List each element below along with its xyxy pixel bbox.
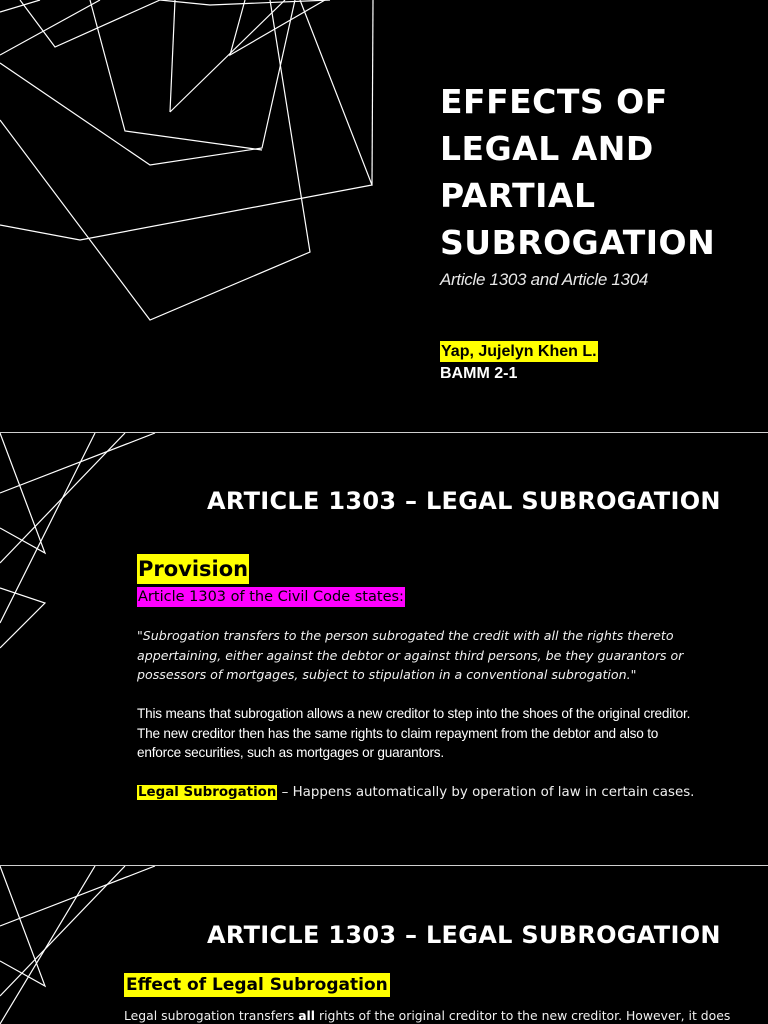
presentation-subtitle: Article 1303 and Article 1304 [440, 270, 649, 289]
quote-line: possessors of mortgages, subject to stipulation in a conventional subrogation." [137, 667, 637, 682]
provision-explanation [137, 704, 747, 763]
slide-heading: ARTICLE 1303 – LEGAL SUBROGATION [207, 921, 721, 949]
effect-body-text: rights of the original creditor to the new creditor. However, it does [315, 1008, 731, 1023]
author-class: BAMM 2-1 [440, 365, 518, 382]
legal-subrogation-definition [137, 782, 694, 804]
effect-body-emphasis: all [298, 1008, 316, 1023]
quote-line: appertaining, either against the debtor or against third persons, be they guarantors or [137, 647, 684, 663]
provision-slide [0, 433, 768, 865]
title-line: SUBROGATION [440, 223, 716, 262]
provision-label: Provision [137, 554, 249, 584]
quote-line: "Subrogation transfers to the person subrogated the credit with all the rights thereto [137, 628, 674, 643]
legal-subrogation-text: – Happens automatically by operation of law in certain cases. [277, 785, 695, 800]
explanation-line: This means that subrogation allows a new creditor to step into the shoes of the original creditor. [137, 706, 691, 721]
explanation-line: enforce securities, such as mortgages or guarantors. [137, 745, 444, 760]
title-line: EFFECTS OF [440, 82, 668, 121]
slide-heading: ARTICLE 1303 – LEGAL SUBROGATION [207, 487, 721, 515]
explanation-line: The new creditor then has the same rights to claim repayment from the debtor and also to [137, 725, 659, 741]
title-slide [0, 0, 768, 432]
legal-subrogation-term: Legal Subrogation [138, 785, 277, 800]
effect-body [124, 1007, 730, 1024]
provision-quote [137, 626, 747, 685]
title-line: PARTIAL [440, 176, 596, 215]
effect-body-text: Legal subrogation transfers [124, 1008, 299, 1023]
author-name: Yap, Jujelyn Khen L. [441, 343, 597, 360]
effect-slide [0, 866, 768, 1024]
civil-code-label: Article 1303 of the Civil Code states: [138, 589, 404, 605]
title-line: LEGAL AND [440, 129, 654, 168]
effect-label: Effect of Legal Subrogation [126, 975, 388, 995]
presentation-title [440, 78, 760, 266]
